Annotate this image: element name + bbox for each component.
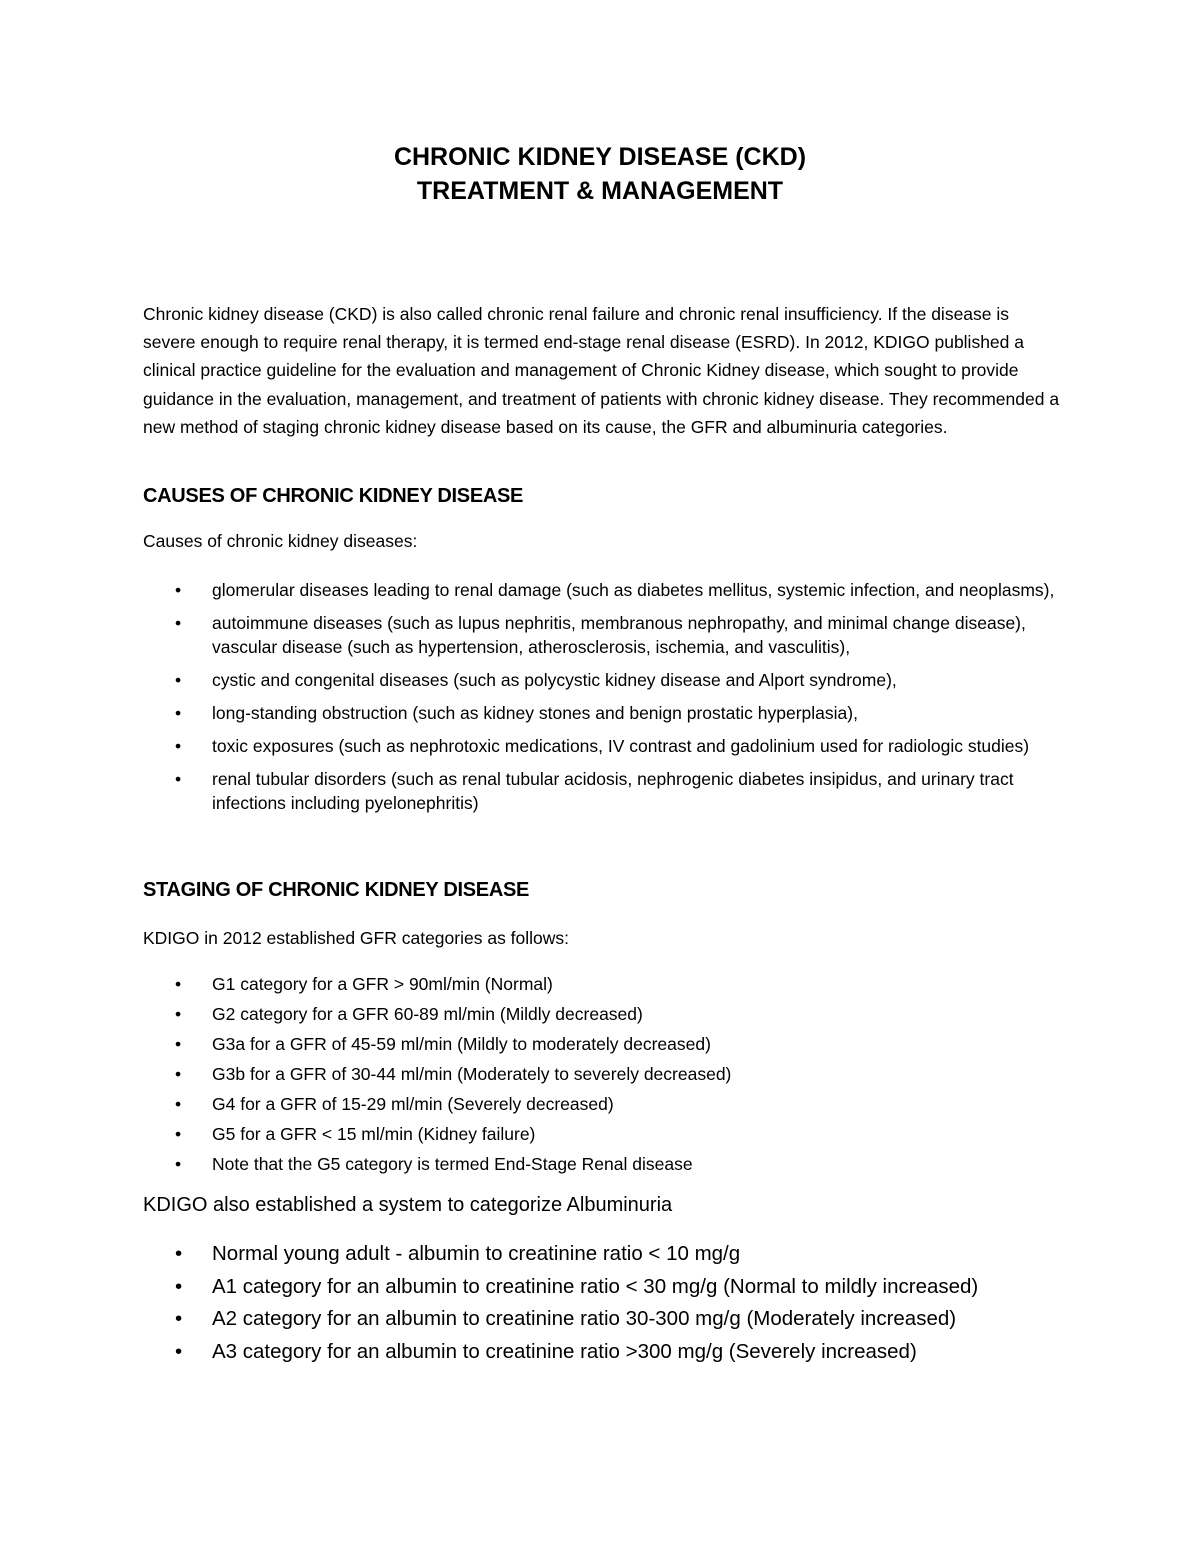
bullet-icon: • <box>175 1242 183 1265</box>
list-item-text: Normal young adult - albumin to creatinine ratio < 10 mg/g <box>212 1242 741 1265</box>
list-item <box>172 969 1062 999</box>
causes-lead: Causes of chronic kidney diseases: <box>143 531 418 551</box>
list-item-text: G2 category for a GFR 60-89 ml/min (Mildly decreased) <box>212 1004 643 1024</box>
bullet-icon: • <box>175 1124 182 1144</box>
staging-lead: KDIGO in 2012 established GFR categories as follows: <box>143 928 570 948</box>
bullet-icon: • <box>175 670 182 690</box>
albuminuria-lead: KDIGO also established a system to categorize Albuminuria <box>143 1194 673 1216</box>
list-item-text: renal tubular disorders (such as renal tubular acidosis, nephrogenic diabetes insipidus, and urinary tract infections including pyelonephritis) <box>212 769 1014 813</box>
list-item <box>172 1059 1062 1089</box>
list-item <box>172 1119 1062 1149</box>
bullet-icon: • <box>175 580 182 600</box>
list-item <box>172 1303 1062 1336</box>
list-item-text: autoimmune diseases (such as lupus nephritis, membranous nephropathy, and minimal change disease), vascular disease (such as hypertension, atherosclerosis, ischemia, and vasculitis), <box>212 613 1026 657</box>
causes-heading: CAUSES OF CHRONIC KIDNEY DISEASE <box>143 485 524 507</box>
list-item <box>172 1089 1062 1119</box>
bullet-icon: • <box>175 1154 182 1174</box>
bullet-icon: • <box>175 736 182 756</box>
title-line-2: TREATMENT & MANAGEMENT <box>416 177 784 205</box>
document-title <box>0 140 1200 208</box>
bullet-icon: • <box>175 1339 183 1363</box>
bullet-icon: • <box>175 1064 182 1084</box>
intro-paragraph: Chronic kidney disease (CKD) is also called chronic renal failure and chronic renal insufficiency. If the disease is severe enough to require renal therapy, it is termed end-stage renal disease (ESRD). In 2012, KDIGO published a clinical practice guideline for the evaluation and management of Chronic Kidney disease, which sought to provide guidance in the evaluation, management, and treatment of patients with chronic kidney disease. They recommended a new method of staging chronic kidney disease based on its cause, the GFR and albuminuria categories. <box>143 304 1060 437</box>
list-item-text: G1 category for a GFR > 90ml/min (Normal) <box>212 974 553 994</box>
bullet-icon: • <box>175 613 182 633</box>
list-item <box>172 767 1062 815</box>
title-line-1: CHRONIC KIDNEY DISEASE (CKD) <box>393 143 807 171</box>
list-item-text: A1 category for an albumin to creatinine ratio < 30 mg/g (Normal to mildly increased) <box>212 1274 979 1298</box>
list-item <box>172 1149 1062 1179</box>
list-item <box>172 1336 1062 1369</box>
albuminuria-list <box>172 1238 1062 1368</box>
causes-list <box>172 578 1062 824</box>
bullet-icon: • <box>175 1004 182 1024</box>
list-item-text: cystic and congenital diseases (such as polycystic kidney disease and Alport syndrome), <box>212 670 897 690</box>
list-item <box>172 668 1062 692</box>
list-item-text: G3a for a GFR of 45-59 ml/min (Mildly to moderately decreased) <box>212 1034 711 1054</box>
bullet-icon: • <box>175 769 182 789</box>
list-item <box>172 734 1062 758</box>
list-item <box>172 1271 1062 1304</box>
list-item-text: glomerular diseases leading to renal damage (such as diabetes mellitus, systemic infection, and neoplasms), <box>212 580 1055 600</box>
bullet-icon: • <box>175 1034 182 1054</box>
bullet-icon: • <box>175 1274 183 1298</box>
list-item <box>172 999 1062 1029</box>
list-item <box>172 578 1062 602</box>
list-item-text: Note that the G5 category is termed End-Stage Renal disease <box>212 1154 693 1174</box>
list-item-text: G3b for a GFR of 30-44 ml/min (Moderately to severely decreased) <box>212 1064 732 1084</box>
list-item-text: toxic exposures (such as nephrotoxic medications, IV contrast and gadolinium used for radiologic studies) <box>212 736 1030 756</box>
list-item-text: A3 category for an albumin to creatinine ratio >300 mg/g (Severely increased) <box>212 1339 917 1363</box>
list-item <box>172 1238 1062 1271</box>
staging-heading: STAGING OF CHRONIC KIDNEY DISEASE <box>143 879 530 901</box>
list-item-text: long-standing obstruction (such as kidney stones and benign prostatic hyperplasia), <box>212 703 858 723</box>
list-item <box>172 1029 1062 1059</box>
list-item <box>172 701 1062 725</box>
bullet-icon: • <box>175 1094 182 1114</box>
list-item-text: A2 category for an albumin to creatinine ratio 30-300 mg/g (Moderately increased) <box>212 1307 957 1330</box>
bullet-icon: • <box>175 1307 183 1330</box>
list-item-text: G4 for a GFR of 15-29 ml/min (Severely decreased) <box>212 1094 614 1114</box>
staging-list <box>172 969 1062 1179</box>
bullet-icon: • <box>175 974 182 994</box>
list-item-text: G5 for a GFR < 15 ml/min (Kidney failure) <box>212 1124 536 1144</box>
bullet-icon: • <box>175 703 182 723</box>
list-item <box>172 611 1062 659</box>
